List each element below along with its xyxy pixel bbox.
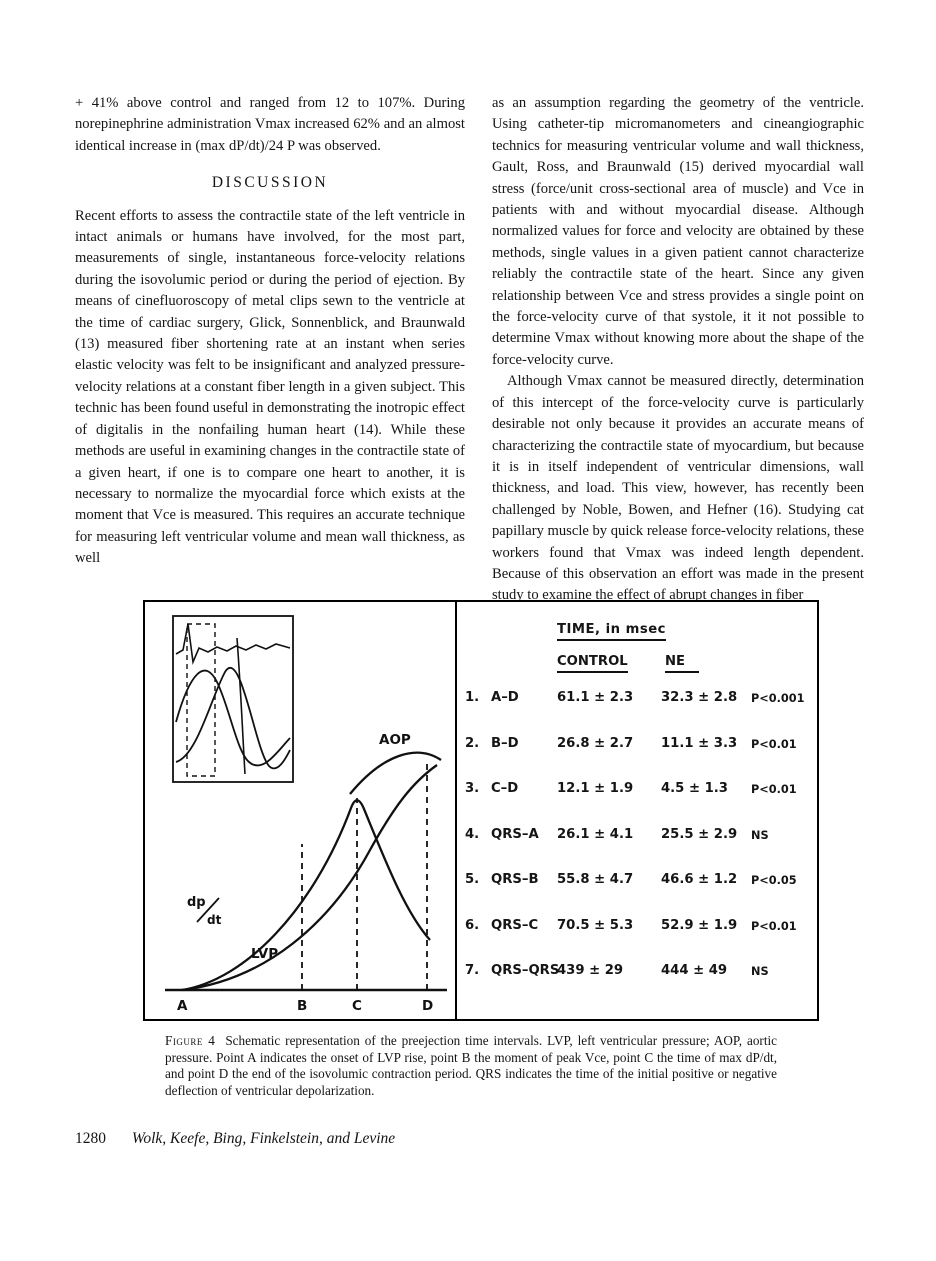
right-column xyxy=(492,93,864,607)
table-row xyxy=(457,819,819,865)
discussion-heading: DISCUSSION xyxy=(211,174,329,192)
axis-point-b: B xyxy=(297,998,308,1014)
row-ne-value: 444 ± 49 xyxy=(661,963,728,978)
axis-point-d: D xyxy=(422,998,434,1014)
dpdt-curve xyxy=(182,800,430,990)
table-row xyxy=(457,728,819,774)
row-control-value: 12.1 ± 1.9 xyxy=(557,781,634,796)
table-row xyxy=(457,864,819,910)
column-header-ne: NE xyxy=(665,654,699,673)
row-control-value: 439 ± 29 xyxy=(557,963,624,978)
row-significance: P<0.01 xyxy=(751,783,797,796)
row-interval: B–D xyxy=(491,735,519,751)
axis-point-c: C xyxy=(352,998,362,1014)
row-interval: A–D xyxy=(491,690,519,705)
page-number: 1280 xyxy=(75,1130,106,1147)
footer-authors: Wolk, Keefe, Bing, Finkelstein, and Levine xyxy=(131,1130,396,1147)
lvp-label: LVP xyxy=(251,946,279,962)
row-number: 6. xyxy=(465,917,480,933)
row-number: 1. xyxy=(465,690,480,705)
left-column xyxy=(75,93,465,570)
main-curves xyxy=(165,753,447,990)
row-control-value: 55.8 ± 4.7 xyxy=(557,872,634,887)
discussion-paragraph: Recent efforts to assess the contractile state of the left ventricle in intact animals or humans have involved, for the most part, measurements of single, instantaneous force-velocity relations during the isovolumic period or during the period of ejection. By means of cinefluoroscopy of metal clips sewn to the ventricle at the time of cardiac surgery, Glick, Sonnenblick, and Braunwald (13) measured fiber shortening rate at an instant when series elastic velocity was felt to be insignificant and analyzed pressure-velocity relations at a constant fiber length in a given subject. This technic has been found useful in demonstrating the inotropic effect of digitalis in the nonfailing human heart (14). While these methods are useful in examining changes in the contractile state of a given heart, if one is to compare one heart to another, it is necessary to normalize the myocardial force which exists at the moment that Vce is measured. This requires an accurate technique for measuring left ventricular volume and mean wall thickness, as well xyxy=(75,207,465,567)
row-ne-value: 4.5 ± 1.3 xyxy=(661,781,728,796)
table-row xyxy=(457,682,819,728)
row-significance: P<0.01 xyxy=(751,737,797,751)
figure-caption xyxy=(165,1033,777,1099)
page-footer xyxy=(75,1130,775,1148)
intervals-table xyxy=(457,602,819,1019)
ecg-inset xyxy=(173,616,293,782)
ecg-trace xyxy=(176,624,290,662)
row-ne-value: 52.9 ± 1.9 xyxy=(661,917,738,933)
pressure-trace xyxy=(176,671,290,766)
row-control-value: 70.5 ± 5.3 xyxy=(557,917,634,933)
dpdt-label-numerator: dp xyxy=(187,895,206,910)
row-ne-value: 46.6 ± 1.2 xyxy=(661,872,738,887)
row-control-value: 61.1 ± 2.3 xyxy=(557,690,634,705)
dpdt-label-denominator: dt xyxy=(207,913,222,927)
lvp-curve xyxy=(182,765,437,990)
column-header-control: CONTROL xyxy=(557,654,628,673)
table-row xyxy=(457,910,819,956)
row-ne-value: 11.1 ± 3.3 xyxy=(661,735,738,751)
row-significance: P<0.05 xyxy=(751,874,797,887)
aop-label: AOP xyxy=(379,732,411,748)
row-interval: QRS–B xyxy=(491,872,539,887)
row-significance: P<0.001 xyxy=(751,692,805,705)
row-number: 3. xyxy=(465,781,480,796)
row-significance: NS xyxy=(751,828,769,842)
row-ne-value: 32.3 ± 2.8 xyxy=(661,690,738,705)
row-significance: P<0.01 xyxy=(751,919,797,933)
right-paragraph-1: as an assumption regarding the geometry of the ventricle. Using catheter-tip micromanometers and cineangiographic technics for measuring ventricular volume and wall thickness, Gault, Ross, and Braunwald (15) derived myocardial wall stress (force/unit cross-sectional area of muscle) and Vce in patients with and without myocardial disease. Although normalized values for force and velocity are obtained by these methods, single values in a given patient cannot characterize reliably the contractile state of the heart. Since any given relationship between Vce and stress provides a single point on the force-velocity curve of that systole, it it not possible to determine Vmax without knowing more about the shape of the force-velocity curve. xyxy=(492,95,864,368)
row-control-value: 26.8 ± 2.7 xyxy=(557,735,634,751)
row-ne-value: 25.5 ± 2.9 xyxy=(661,826,738,842)
row-number: 4. xyxy=(465,826,480,842)
row-control-value: 26.1 ± 4.1 xyxy=(557,826,634,842)
row-interval: C–D xyxy=(491,781,519,796)
row-number: 5. xyxy=(465,872,480,887)
table-rows xyxy=(457,682,819,1001)
right-paragraph-2: Although Vmax cannot be measured directly, determination of this intercept of the force-velocity curve is particularly desirable not only because it provides an accurate means of characterizing the contractile state of myocardium, but because it is in itself independent of ventricular dimensions, wall thickness, and load. This view, however, has recently been challenged by Noble, Bowen, and Hefner (16). Studying cat papillary muscle by quick release force-velocity relations, these workers found that Vmax was indeed length dependent. Because of this observation an effort was made in the present study to examine the effect of abrupt changes in fiber xyxy=(492,373,864,604)
row-number: 7. xyxy=(465,963,480,978)
table-row xyxy=(457,773,819,819)
table-row xyxy=(457,955,819,1001)
figure-caption-label: Figure 4 xyxy=(165,1033,216,1048)
table-title: TIME, in msec xyxy=(557,622,666,641)
axis-point-a: A xyxy=(177,998,188,1014)
figure-diagram xyxy=(145,602,455,1019)
row-interval: QRS–A xyxy=(491,826,539,842)
downstroke-trace xyxy=(237,638,245,774)
intro-paragraph: + 41% above control and ranged from 12 to 107%. During norepinephrine administration Vmax increased 62% and an almost identical increase in (max dP/dt)/24 P was observed. xyxy=(75,95,465,154)
row-interval: QRS–C xyxy=(491,917,539,933)
row-number: 2. xyxy=(465,735,480,751)
dpdt-trace xyxy=(176,668,290,769)
row-interval: QRS–QRS xyxy=(491,963,560,978)
row-significance: NS xyxy=(751,965,769,978)
figure-caption-text: Schematic representation of the preejection time intervals. LVP, left ventricular pressure; AOP, aortic pressure. Point A indicates the onset of LVP rise, point B the moment of peak Vce, point C the time of max dP/dt, and point D the end of the isovolumic contraction period. QRS indicates the time of the initial positive or negative deflection of ventricular depolarization. xyxy=(165,1033,777,1098)
figure-4 xyxy=(143,600,819,1021)
